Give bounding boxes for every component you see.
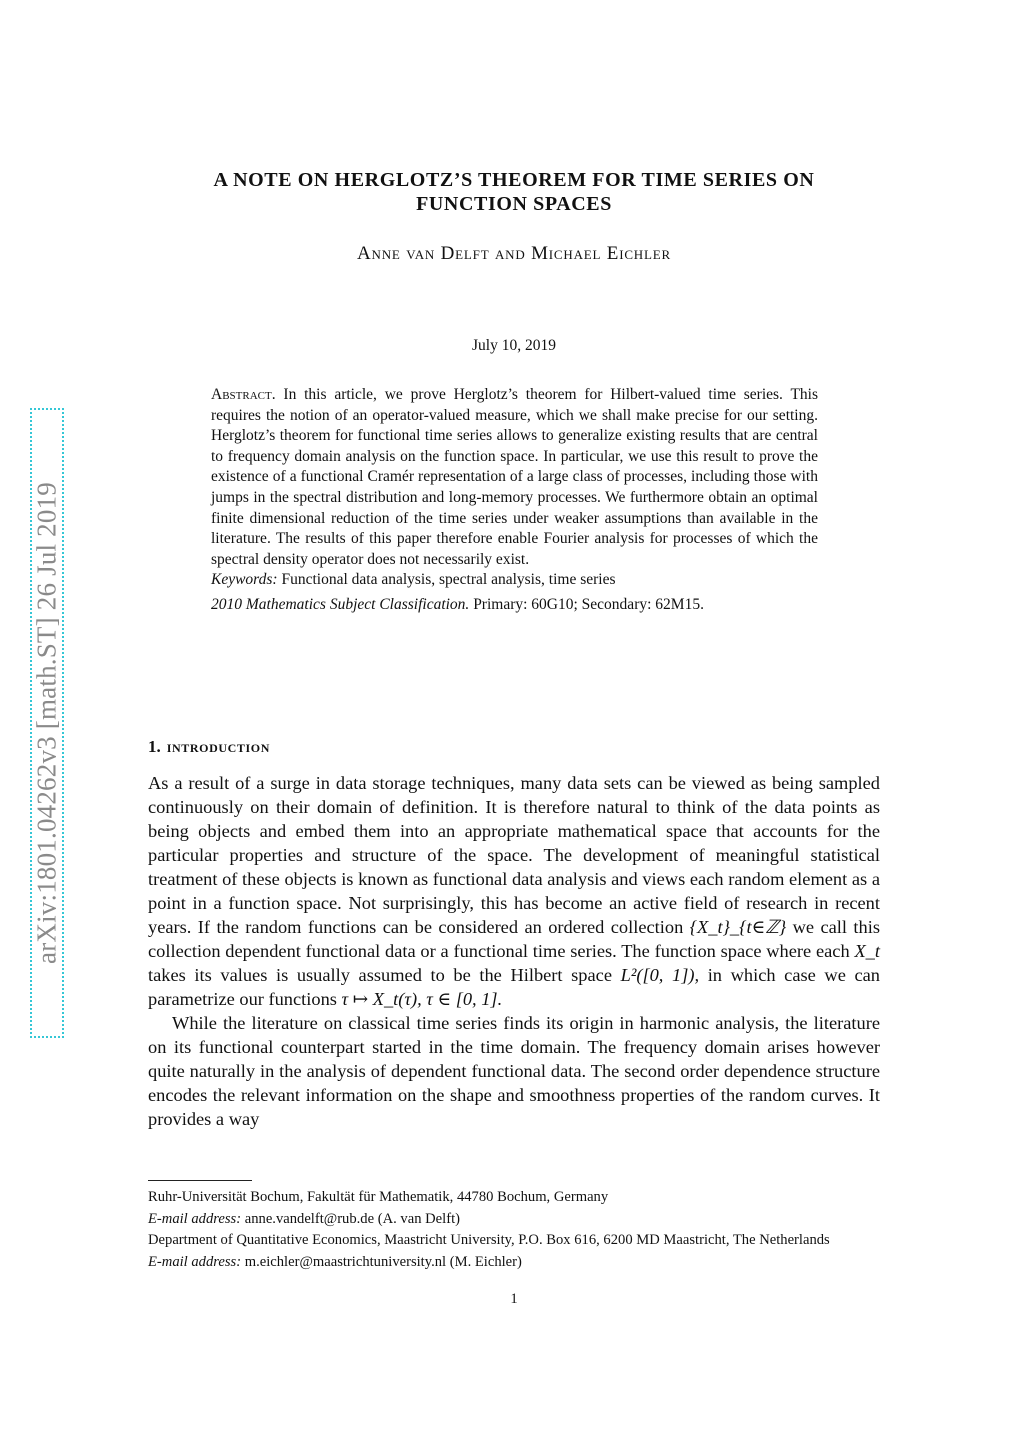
section-number: 1.: [148, 737, 161, 756]
keywords-label: Keywords:: [211, 571, 278, 589]
page-number: 1: [510, 1291, 518, 1307]
paper-title-line2: FUNCTION SPACES: [416, 193, 612, 215]
section-title: introduction: [166, 737, 270, 756]
section-heading: [148, 737, 270, 757]
email-2[interactable]: m.eichler@maastrichtuniversity.nl (M. Eichler): [244, 1253, 522, 1270]
math-collection: {X_t}_{t∈ℤ}: [689, 917, 787, 937]
keywords-text: Functional data analysis, spectral analysis, time series: [281, 571, 616, 589]
math-hilbert-space: L²([0, 1]),: [620, 965, 700, 985]
footnote-rule: [148, 1180, 252, 1181]
paper-title-line1: A NOTE ON HERGLOTZ’S THEOREM FOR TIME SERIES ON: [213, 169, 815, 191]
paper-title: [148, 168, 880, 216]
msc-classification: [211, 595, 818, 616]
email-1[interactable]: anne.vandelft@rub.de (A. van Delft): [244, 1210, 460, 1227]
abstract-paragraph: [211, 385, 818, 570]
email-line-1: [148, 1209, 880, 1230]
email-label-1: E-mail address:: [148, 1210, 242, 1227]
email-line-2: [148, 1252, 880, 1273]
paper-authors: Anne van Delft and Michael Eichler: [357, 243, 671, 264]
footnotes: [148, 1187, 880, 1272]
body-p1-part-a: As a result of a surge in data storage techniques, many data sets can be viewed as being sampled continuously on their domain of definition. It is therefore natural to think of the data points as being objects and embed them into an appropriate mathematical space that accounts for the particular properties and structure of the space. The development of meaningful statistical treatment of these objects is known as functional data analysis and views each random element as a point in a function space. Not surprisingly, this has become an active field of research in recent years. If the random functions can be considered an ordered collection: [148, 773, 880, 937]
abstract-text: In this article, we prove Herglotz’s theorem for Hilbert-valued time series. This requires the notion of an operator-valued measure, which we shall make precise for our setting. Herglotz’s theorem for functional time series allows to generalize existing results that are central to frequency domain analysis on the function space. In particular, we use this result to prove the existence of a functional Cramér representation of a large class of processes, including those with jumps in the spectral distribution and long-memory processes. We furthermore obtain an optimal finite dimensional reduction of the time series under weaker assumptions than available in the literature. The results of this paper therefore enable Fourier analysis for processes of which the spectral density operator does not necessarily exist.: [211, 386, 819, 568]
arxiv-stamp: [30, 408, 64, 1038]
body-paragraph-2: While the literature on classical time series finds its origin in harmonic analysis, the literature on its functional counterpart started in the time domain. The frequency domain arises however quite naturally in the analysis of dependent functional data. The second order dependence structure encodes the relevant information on the shape and smoothness properties of the random curves. It provides a way: [148, 1013, 880, 1129]
math-xt: X_t: [854, 941, 880, 961]
keywords: [211, 570, 818, 591]
affiliation-1: Ruhr-Universität Bochum, Fakultät für Mathematik, 44780 Bochum, Germany: [148, 1189, 609, 1205]
abstract: [211, 385, 818, 616]
affiliation-2: Department of Quantitative Economics, Maastricht University, P.O. Box 616, 6200 MD Maastricht, The Netherlands: [148, 1232, 830, 1248]
body-p1-part-d: in which case we can parametrize our functions: [148, 965, 880, 1009]
msc-label: 2010 Mathematics Subject Classification.: [211, 595, 470, 613]
msc-text: Primary: 60G10; Secondary: 62M15.: [473, 595, 704, 613]
body-paragraph-1: [148, 771, 880, 1011]
body-p1-part-c: takes its values is usually assumed to be the Hilbert space: [148, 965, 621, 985]
arxiv-stamp-text: arXiv:1801.04262v3 [math.ST] 26 Jul 2019: [31, 482, 62, 964]
abstract-label: Abstract.: [211, 386, 276, 403]
email-label-2: E-mail address:: [148, 1253, 242, 1270]
body-p1-part-b: we call this collection dependent functional data or a functional time series. The function space where each: [148, 917, 880, 961]
math-parametrization: τ ↦ X_t(τ), τ ∈ [0, 1].: [341, 989, 503, 1009]
body-text: [148, 771, 880, 1131]
paper-date: July 10, 2019: [472, 337, 556, 354]
